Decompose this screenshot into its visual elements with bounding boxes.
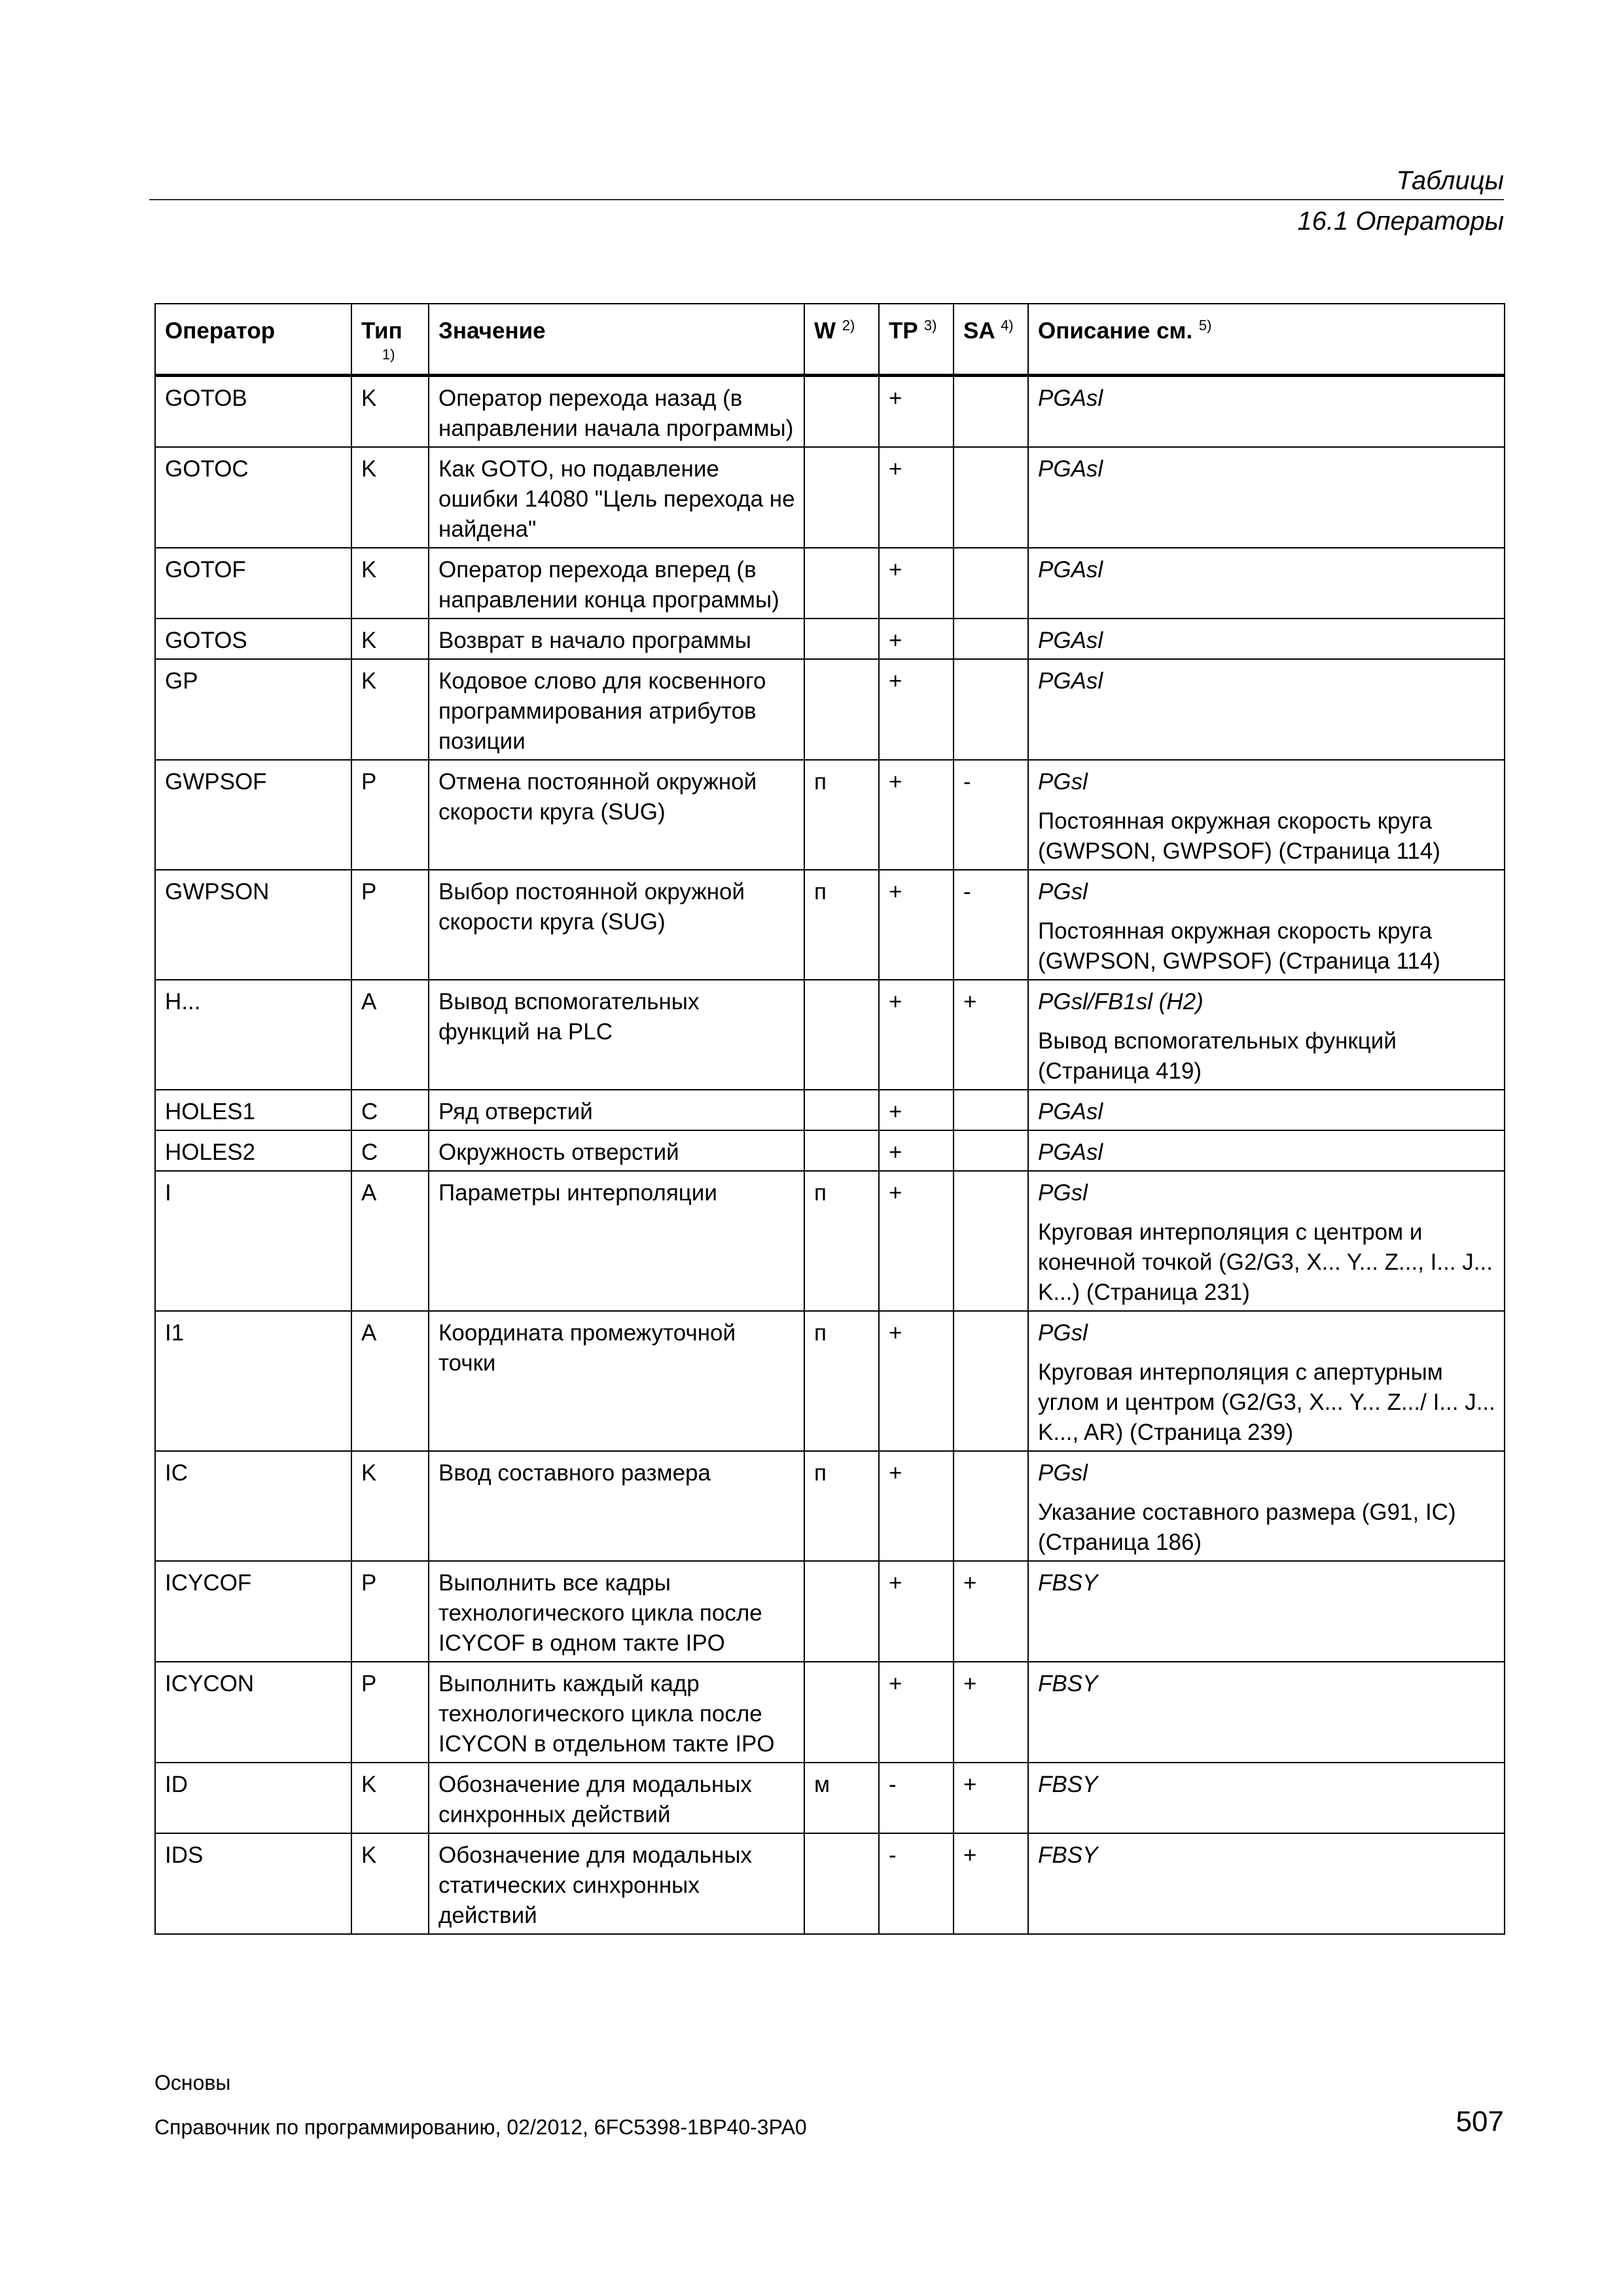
cell-description (1028, 1561, 1505, 1662)
col-header-operator: Оператор (155, 304, 351, 376)
cell-meaning: Выполнить все кадры технологического цикла после ICYCOF в одном такте IPO (429, 1561, 804, 1662)
cell-description (1028, 760, 1505, 870)
type-footnote-mark: 1) (382, 346, 395, 363)
cell-tp: + (879, 548, 954, 619)
cell-tp: + (879, 447, 954, 548)
cell-operator: ID (155, 1763, 351, 1833)
sa-footnote-mark: 4) (1001, 317, 1014, 334)
cell-w: п (804, 1451, 879, 1561)
w-footnote-mark: 2) (842, 317, 855, 334)
cell-sa (954, 1090, 1028, 1130)
cell-sa: + (954, 980, 1028, 1090)
running-header-chapter: Таблицы (1396, 166, 1504, 195)
footer-document-info: Справочник по программированию, 02/2012, 6FC5398-1BP40-3PA0 (154, 2115, 807, 2139)
cell-w: п (804, 1311, 879, 1451)
cell-tp: + (879, 1090, 954, 1130)
section-link[interactable]: Круговая интерполяция с апертурным углом и центром (G2/G3, X... Y... Z.../ I... J... K..., AR) (Страница 239) (1038, 1359, 1495, 1445)
table-row (155, 659, 1505, 760)
cell-description (1028, 1451, 1505, 1561)
cell-w (804, 1561, 879, 1662)
cell-sa: - (954, 870, 1028, 980)
cell-description (1028, 1763, 1505, 1833)
cell-operator: ICYCOF (155, 1561, 351, 1662)
cell-sa (954, 1171, 1028, 1311)
cell-w (804, 1090, 879, 1130)
section-link[interactable]: Вывод вспомогательных функций (Страница 419) (1038, 1028, 1397, 1084)
description-footnote-mark: 5) (1198, 317, 1212, 334)
section-link[interactable]: Постоянная окружная скорость круга (GWPSON, GWPSOF) (Страница 114) (1038, 808, 1440, 864)
cell-type: P (351, 870, 429, 980)
section-link[interactable]: Постоянная окружная скорость круга (GWPSON, GWPSOF) (Страница 114) (1038, 918, 1440, 974)
doc-reference: PGAsl (1038, 386, 1103, 411)
cell-tp: + (879, 376, 954, 448)
cell-sa (954, 619, 1028, 659)
table-row (155, 1763, 1505, 1833)
table-row (155, 980, 1505, 1090)
col-header-tp: TP $^{3)}$ (879, 304, 954, 376)
table-row (155, 1451, 1505, 1561)
cell-meaning: Возврат в начало программы (429, 619, 804, 659)
cell-description (1028, 1090, 1505, 1130)
cell-type: A (351, 1311, 429, 1451)
cell-type: K (351, 1833, 429, 1934)
cell-description (1028, 1171, 1505, 1311)
cell-tp: + (879, 870, 954, 980)
doc-reference: PGsl (1038, 879, 1088, 905)
cell-w (804, 619, 879, 659)
cell-w (804, 980, 879, 1090)
cell-description (1028, 1662, 1505, 1763)
cell-operator: GOTOF (155, 548, 351, 619)
cell-meaning: Кодовое слово для косвенного программирования атрибутов позиции (429, 659, 804, 760)
cell-sa (954, 1130, 1028, 1171)
table-row (155, 1662, 1505, 1763)
col-header-w: W $^{2)}$ (804, 304, 879, 376)
cell-description (1028, 870, 1505, 980)
cell-tp: - (879, 1833, 954, 1934)
table-row (155, 1561, 1505, 1662)
table-row (155, 447, 1505, 548)
cell-type: K (351, 1763, 429, 1833)
cell-operator: IC (155, 1451, 351, 1561)
cell-description (1028, 1311, 1505, 1451)
doc-reference: PGAsl (1038, 668, 1103, 694)
cell-meaning: Выбор постоянной окружной скорости круга (SUG) (429, 870, 804, 980)
table-row (155, 1090, 1505, 1130)
section-link[interactable]: Указание составного размера (G91, IC) (Страница 186) (1038, 1499, 1456, 1555)
cell-description (1028, 619, 1505, 659)
cell-type: A (351, 1171, 429, 1311)
doc-reference: PGsl (1038, 769, 1088, 795)
cell-w (804, 548, 879, 619)
cell-type: K (351, 376, 429, 448)
cell-meaning: Ряд отверстий (429, 1090, 804, 1130)
footer-book-title: Основы (154, 2071, 231, 2094)
cell-meaning: Обозначение для модальных синхронных действий (429, 1763, 804, 1833)
doc-reference: PGsl/FB1sl (H2) (1038, 989, 1204, 1014)
cell-type: K (351, 659, 429, 760)
cell-sa (954, 376, 1028, 448)
cell-w (804, 659, 879, 760)
cell-meaning: Отмена постоянной окружной скорости круга (SUG) (429, 760, 804, 870)
cell-tp: + (879, 1451, 954, 1561)
cell-type: K (351, 447, 429, 548)
cell-w (804, 1130, 879, 1171)
cell-sa: + (954, 1833, 1028, 1934)
cell-sa (954, 1451, 1028, 1561)
cell-meaning: Параметры интерполяции (429, 1171, 804, 1311)
cell-tp: + (879, 1662, 954, 1763)
table-row (155, 1130, 1505, 1171)
cell-tp: + (879, 619, 954, 659)
cell-description (1028, 376, 1505, 448)
cell-type: K (351, 619, 429, 659)
tp-footnote-mark: 3) (923, 317, 937, 334)
cell-operator: GWPSOF (155, 760, 351, 870)
cell-type: K (351, 548, 429, 619)
cell-type: A (351, 980, 429, 1090)
cell-operator: GOTOB (155, 376, 351, 448)
doc-reference: FBSY (1038, 1570, 1098, 1596)
cell-tp: + (879, 760, 954, 870)
cell-operator: HOLES1 (155, 1090, 351, 1130)
table-row (155, 548, 1505, 619)
cell-type: P (351, 760, 429, 870)
cell-w: п (804, 870, 879, 980)
cell-meaning: Оператор перехода вперед (в направлении конца программы) (429, 548, 804, 619)
cell-meaning: Оператор перехода назад (в направлении начала программы) (429, 376, 804, 448)
cell-tp: + (879, 1171, 954, 1311)
doc-reference: PGsl (1038, 1180, 1088, 1206)
doc-reference: PGsl (1038, 1460, 1088, 1486)
cell-sa (954, 447, 1028, 548)
cell-meaning: Координата промежуточной точки (429, 1311, 804, 1451)
doc-reference: PGAsl (1038, 1099, 1103, 1124)
cell-operator: GOTOS (155, 619, 351, 659)
doc-reference: PGsl (1038, 1320, 1088, 1346)
cell-operator: ICYCON (155, 1662, 351, 1763)
cell-sa (954, 659, 1028, 760)
cell-meaning: Ввод составного размера (429, 1451, 804, 1561)
header-divider (149, 199, 1504, 200)
cell-sa: - (954, 760, 1028, 870)
cell-w: п (804, 760, 879, 870)
table-row (155, 376, 1505, 448)
table-row (155, 760, 1505, 870)
table-body (155, 376, 1505, 1935)
cell-operator: I1 (155, 1311, 351, 1451)
cell-tp: + (879, 1311, 954, 1451)
cell-meaning: Обозначение для модальных статических синхронных действий (429, 1833, 804, 1934)
running-header-section: 16.1 Операторы (1297, 207, 1504, 236)
cell-sa (954, 548, 1028, 619)
cell-tp: + (879, 1130, 954, 1171)
cell-w (804, 376, 879, 448)
cell-w: м (804, 1763, 879, 1833)
cell-sa: + (954, 1561, 1028, 1662)
cell-sa (954, 1311, 1028, 1451)
table-row (155, 1833, 1505, 1934)
cell-type: K (351, 1451, 429, 1561)
cell-description (1028, 1130, 1505, 1171)
cell-description (1028, 659, 1505, 760)
doc-reference: PGAsl (1038, 1139, 1103, 1165)
doc-reference: FBSY (1038, 1842, 1098, 1868)
cell-tp: - (879, 1763, 954, 1833)
cell-operator: GOTOC (155, 447, 351, 548)
cell-description (1028, 447, 1505, 548)
cell-description (1028, 1833, 1505, 1934)
doc-reference: FBSY (1038, 1772, 1098, 1797)
cell-meaning: Вывод вспомогательных функций на PLC (429, 980, 804, 1090)
cell-description (1028, 548, 1505, 619)
doc-reference: FBSY (1038, 1671, 1098, 1696)
cell-operator: GWPSON (155, 870, 351, 980)
cell-sa: + (954, 1662, 1028, 1763)
cell-operator: HOLES2 (155, 1130, 351, 1171)
table-row (155, 870, 1505, 980)
table-row (155, 619, 1505, 659)
cell-type: P (351, 1662, 429, 1763)
table-row (155, 1171, 1505, 1311)
table-header (155, 304, 1505, 376)
cell-w: п (804, 1171, 879, 1311)
page-number: 507 (1455, 2106, 1504, 2138)
col-header-meaning: Значение (429, 304, 804, 376)
col-header-description: Описание см. $^{5)}$ (1028, 304, 1505, 376)
doc-reference: PGAsl (1038, 628, 1103, 653)
cell-tp: + (879, 980, 954, 1090)
cell-meaning: Как GOTO, но подавление ошибки 14080 "Цель перехода не найдена" (429, 447, 804, 548)
col-header-type: Тип 1) (351, 304, 429, 376)
cell-w (804, 1662, 879, 1763)
cell-type: P (351, 1561, 429, 1662)
operators-table (154, 303, 1505, 1935)
cell-sa: + (954, 1763, 1028, 1833)
table-row (155, 1311, 1505, 1451)
cell-tp: + (879, 1561, 954, 1662)
cell-w (804, 447, 879, 548)
col-header-sa: SA $^{4)}$ (954, 304, 1028, 376)
cell-tp: + (879, 659, 954, 760)
cell-meaning: Выполнить каждый кадр технологического цикла после ICYCON в отдельном такте IPO (429, 1662, 804, 1763)
doc-reference: PGAsl (1038, 557, 1103, 583)
doc-reference: PGAsl (1038, 456, 1103, 482)
section-link[interactable]: Круговая интерполяция с центром и конечной точкой (G2/G3, X... Y... Z..., I... J... K...) (Страница 231) (1038, 1219, 1493, 1305)
cell-operator: IDS (155, 1833, 351, 1934)
cell-operator: GP (155, 659, 351, 760)
cell-meaning: Окружность отверстий (429, 1130, 804, 1171)
cell-type: C (351, 1130, 429, 1171)
cell-w (804, 1833, 879, 1934)
cell-operator: I (155, 1171, 351, 1311)
cell-operator: H... (155, 980, 351, 1090)
cell-description (1028, 980, 1505, 1090)
cell-type: C (351, 1090, 429, 1130)
